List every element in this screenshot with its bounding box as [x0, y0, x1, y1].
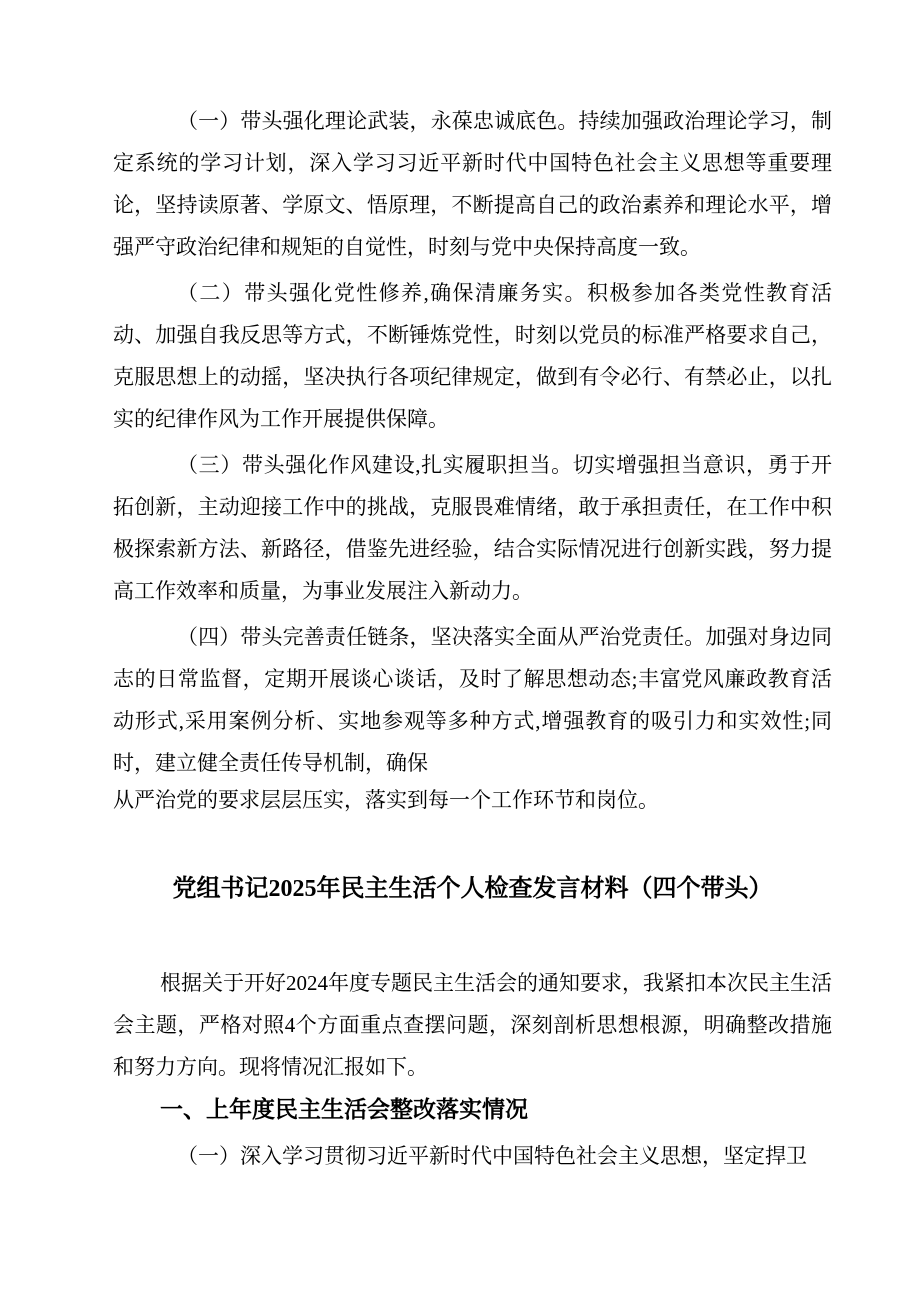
document-title: 党组书记2025年民主生活个人检查发言材料（四个带头）	[172, 876, 773, 902]
paragraph-point-1-partial: （一）深入学习贯彻习近平新时代中国特色社会主义思想，坚定捍卫	[177, 1144, 807, 1168]
paragraph-intro: 根据关于开好2024年度专题民主生活会的通知要求，我紧扣本次民主生活会主题，严格对照4个方面重点查摆问题，深刻剖析思想根源，明确整改措施和努力方向。现将情况汇报如下。	[113, 971, 832, 1079]
paragraph-lead-1: （一）带头强化理论武装，永葆忠诚底色。持续加强政治理论学习，制定系统的学习计划，深入学习习近平新时代中国特色社会主义思想等重要理论，坚持读原著、学原文、悟原理，不断提高自己的政治素养和理论水平，增强严守政治纪律和规矩的自觉性，时刻与党中央保持高度一致。	[113, 109, 832, 259]
paragraph-lead-2: （二）带头强化党性修养,确保清廉务实。积极参加各类党性教育活动、加强自我反思等方式，不断锤炼党性，时刻以党员的标准严格要求自己，克服思想上的动摇，坚决执行各项纪律规定，做到有令必行、有禁必止，以扎实的纪律作风为工作开展提供保障。	[113, 281, 832, 431]
paragraph-lead-3: （三）带头强化作风建设,扎实履职担当。切实增强担当意识，勇于开拓创新，主动迎接工作中的挑战，克服畏难情绪，敢于承担责任，在工作中积极探索新方法、新路径，借鉴先进经验，结合实际情况进行创新实践，努力提高工作效率和质量，为事业发展注入新动力。	[113, 453, 832, 603]
paragraph-lead-4-continuation: 从严治党的要求层层压实，落实到每一个工作环节和岗位。	[113, 788, 659, 812]
section-heading-1: 一、上年度民主生活会整改落实情况	[160, 1096, 528, 1122]
paragraph-lead-4: （四）带头完善责任链条，坚决落实全面从严治党责任。加强对身边同志的日常监督，定期开展谈心谈话，及时了解思想动态;丰富党风廉政教育活动形式,采用案例分析、实地参观等多种方式,增强教育的吸引力和实效性;同时，建立健全责任传导机制，确保	[113, 625, 832, 775]
